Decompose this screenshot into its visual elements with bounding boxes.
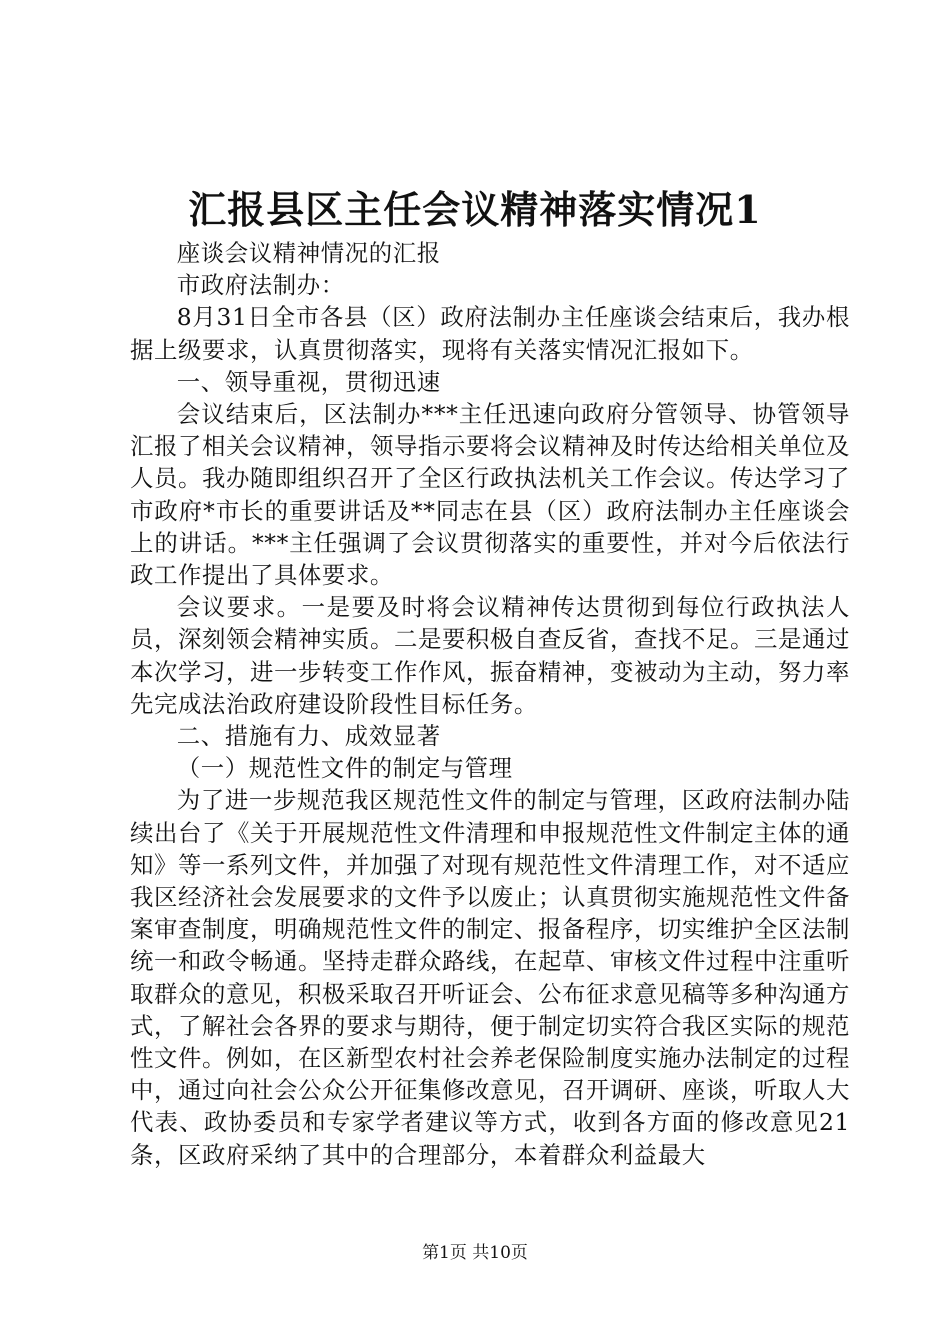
section-heading-2: 二、措施有力、成效显著 bbox=[176, 722, 441, 751]
paragraph-intro: 8月31日全市各县（区）政府法制办主任座谈会结束后，我办根据上级要求，认真贯彻落实，现将有关落实情况汇报如下。 bbox=[130, 303, 850, 364]
paragraph-subsection-1-body: 为了进一步规范我区规范性文件的制定与管理，区政府法制办陆续出台了《关于开展规范性文件清理和申报规范性文件制定主体的通知》等一系列文件，并加强了对现有规范性文件清理工作，对不适应我区经济社会发展要求的文件予以废止；认真贯彻实施规范性文件备案审查制度，明确规范性文件的制定、报备程序，切实维护全区法制统一和政令畅通。坚持走群众路线，在起草、审核文件过程中注重听取群众的意见，积极采取召开听证会、公布征求意见稿等多种沟通方式，了解社会各界的要求与期待，便于制定切实符合我区实际的规范性文件。例如，在区新型农村社会养老保险制度实施办法制定的过程中，通过向社会公众公开征集修改意见，召开调研、座谈，听取人大代表、政协委员和专家学者建议等方式，收到各方面的修改意见21条，区政府采纳了其中的合理部分，本着群众利益最大 bbox=[130, 786, 850, 1169]
paragraph-addressee: 市政府法制办： bbox=[176, 271, 345, 300]
paragraph-section-1-body: 会议结束后，区法制办***主任迅速向政府分管领导、协管领导汇报了相关会议精神，领导指示要将会议精神及时传达给相关单位及人员。我办随即组织召开了全区行政执法机关工作会议。传达学习了市政府*市长的重要讲话及**同志在县（区）政府法制办主任座谈会上的讲话。***主任强调了会议贯彻落实的重要性，并对今后依法行政工作提出了具体要求。 bbox=[130, 400, 850, 590]
section-heading-1: 一、领导重视，贯彻迅速 bbox=[176, 367, 441, 396]
page-title: 汇报县区主任会议精神落实情况1 bbox=[188, 187, 762, 232]
subsection-heading-1: （一）规范性文件的制定与管理 bbox=[176, 754, 513, 783]
document-body bbox=[130, 237, 850, 1171]
paragraph-meeting-requirements: 会议要求。一是要及时将会议精神传达贯彻到每位行政执法人员，深刻领会精神实质。二是要积极自查反省，查找不足。三是通过本次学习，进一步转变工作作风，振奋精神，变被动为主动，努力率先完成法治政府建设阶段性目标任务。 bbox=[130, 593, 850, 718]
page-number-footer: 第1页 共10页 bbox=[422, 1243, 528, 1263]
paragraph-subtitle: 座谈会议精神情况的汇报 bbox=[176, 239, 441, 267]
